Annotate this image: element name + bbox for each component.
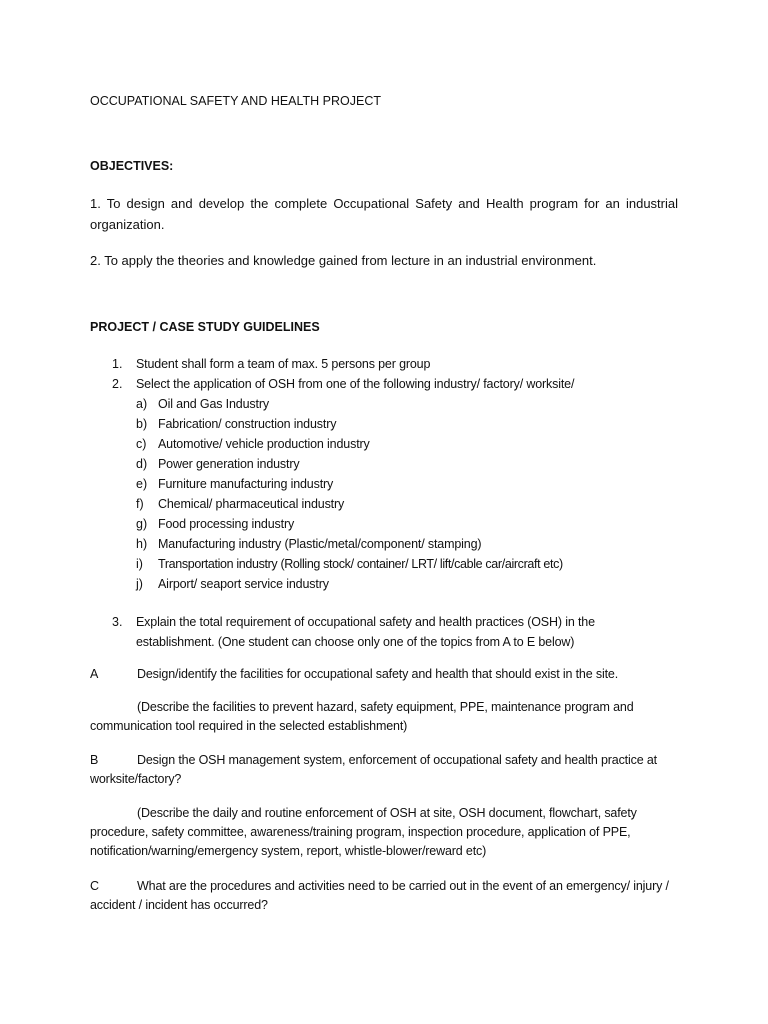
- list-letter: e): [136, 477, 148, 491]
- list-text: Chemical/ pharmaceutical industry: [158, 497, 345, 511]
- list-letter: f): [136, 497, 144, 511]
- list-item: [112, 494, 672, 514]
- list-text: Power generation industry: [158, 457, 300, 471]
- list-letter: j): [136, 577, 143, 591]
- list-item: [112, 374, 672, 394]
- list-item: [112, 354, 672, 374]
- topic-label: C: [90, 879, 99, 893]
- topic-a-description: (Describe the facilities to prevent hazard, safety equipment, PPE, maintenance program and communication tool required in the selected establishment): [90, 700, 634, 733]
- industry-list: [112, 394, 672, 594]
- list-item: [112, 574, 672, 594]
- list-item: [112, 474, 672, 494]
- list-item: [112, 534, 672, 554]
- list-text: Fabrication/ construction industry: [158, 417, 337, 431]
- list-number: 3.: [112, 615, 123, 629]
- list-text: Explain the total requirement of occupational safety and health practices (OSH) in the establishment. (One student can choose only one of the topics from A to E below): [136, 615, 595, 649]
- document-title: OCCUPATIONAL SAFETY AND HEALTH PROJECT: [90, 94, 382, 108]
- topic-text: Design/identify the facilities for occupational safety and health that should exist in the site.: [137, 667, 619, 681]
- list-item: [112, 394, 672, 414]
- list-letter: c): [136, 437, 147, 451]
- list-text: Automotive/ vehicle production industry: [158, 437, 370, 451]
- list-number: 2.: [112, 377, 123, 391]
- list-item: [112, 434, 672, 454]
- objective-2: 2. To apply the theories and knowledge gained from lecture in an industrial environment.: [90, 253, 597, 268]
- list-letter: i): [136, 557, 143, 571]
- list-text: Transportation industry (Rolling stock/ container/ LRT/ lift/cable car/aircraft etc): [158, 557, 563, 571]
- topic-a: [90, 665, 678, 684]
- topic-text: Design the OSH management system, enforcement of occupational safety and health practice at worksite/factory?: [90, 753, 657, 786]
- topic-b-description: (Describe the daily and routine enforcement of OSH at site, OSH document, flowchart, safety procedure, safety committee, awareness/training program, inspection procedure, application of PPE, notification/warning/emergency system, report, whistle-blower/reward etc): [90, 806, 637, 858]
- list-letter: d): [136, 457, 148, 471]
- topic-c: [90, 877, 678, 915]
- list-text: Select the application of OSH from one of the following industry/ factory/ worksite/: [136, 377, 575, 391]
- list-letter: g): [136, 517, 148, 531]
- list-text: Student shall form a team of max. 5 persons per group: [136, 357, 431, 371]
- objectives-heading: OBJECTIVES:: [90, 159, 174, 173]
- list-text: Food processing industry: [158, 517, 295, 531]
- guidelines-heading: PROJECT / CASE STUDY GUIDELINES: [90, 320, 320, 334]
- guidelines-list: [112, 354, 672, 591]
- list-item: [112, 414, 672, 434]
- list-letter: b): [136, 417, 148, 431]
- list-letter: h): [136, 537, 148, 551]
- topic-b: [90, 751, 678, 789]
- list-text: Airport/ seaport service industry: [158, 577, 329, 591]
- objective-1: 1. To design and develop the complete Occupational Safety and Health program for an industrial organization.: [90, 196, 678, 232]
- topic-text: What are the procedures and activities need to be carried out in the event of an emergency/ injury / accident / incident has occurred?: [90, 879, 669, 912]
- topic-label: B: [90, 753, 99, 767]
- list-item: [112, 454, 672, 474]
- list-text: Furniture manufacturing industry: [158, 477, 334, 491]
- list-letter: a): [136, 397, 148, 411]
- list-text: Manufacturing industry (Plastic/metal/component/ stamping): [158, 537, 482, 551]
- topic-label: A: [90, 667, 99, 681]
- list-item: [112, 514, 672, 534]
- list-item: [112, 554, 672, 574]
- list-text: Oil and Gas Industry: [158, 397, 269, 411]
- list-number: 1.: [112, 357, 123, 371]
